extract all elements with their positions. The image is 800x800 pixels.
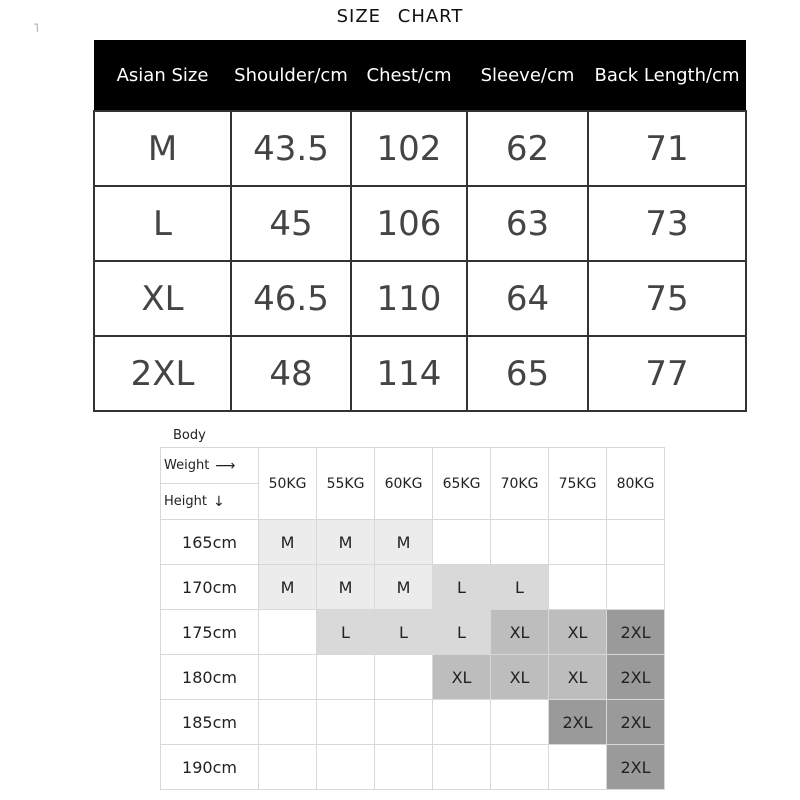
size-recommendation-cell: XL [433,655,491,700]
size-recommendation-cell: 2XL [549,700,607,745]
weight-header: 55KG [317,448,375,520]
size-recommendation-cell [259,655,317,700]
sleeve-cell: 63 [467,186,588,261]
size-recommendation-cell: 2XL [607,700,665,745]
back-length-cell: 77 [588,336,746,411]
table-row [94,336,746,411]
height-label: Height [164,494,207,509]
size-recommendation-cell [317,745,375,790]
arrow-down-icon: ↓ [212,493,225,510]
table-row [94,261,746,336]
size-recommendation-cell: 2XL [607,655,665,700]
weight-label: Weight [164,458,210,473]
header-back-length: Back Length/cm [588,40,746,111]
chest-cell: 102 [351,111,467,186]
size-recommendation-cell [259,610,317,655]
weight-header: 50KG [259,448,317,520]
size-cell: M [94,111,231,186]
size-recommendation-cell: L [433,610,491,655]
size-recommendation-cell [259,700,317,745]
size-recommendation-cell [433,745,491,790]
size-recommendation-cell: XL [549,610,607,655]
sleeve-cell: 62 [467,111,588,186]
size-recommendation-cell: M [259,565,317,610]
size-recommendation-cell: M [375,520,433,565]
body-chart-table [160,447,665,790]
sleeve-cell: 65 [467,336,588,411]
corner-mark: ˥ [33,21,39,35]
body-chart-header-row [161,448,665,520]
size-recommendation-cell: L [433,565,491,610]
table-row [161,610,665,655]
size-recommendation-cell [375,700,433,745]
shoulder-cell: 45 [231,186,351,261]
header-chest: Chest/cm [351,40,467,111]
height-label-cell: 185cm [161,700,259,745]
size-recommendation-cell: M [317,565,375,610]
size-recommendation-cell: XL [549,655,607,700]
table-row [161,745,665,790]
header-asian-size: Asian Size [94,40,231,111]
weight-header: 75KG [549,448,607,520]
size-recommendation-cell: M [259,520,317,565]
table-row [161,520,665,565]
chest-cell: 114 [351,336,467,411]
body-chart-label: Body [173,428,206,443]
size-recommendation-cell: 2XL [607,610,665,655]
size-recommendation-cell [433,520,491,565]
weight-height-corner [161,448,259,520]
size-chart-table [93,40,745,410]
size-recommendation-cell [375,745,433,790]
chest-cell: 110 [351,261,467,336]
size-recommendation-cell [491,520,549,565]
size-recommendation-cell [549,745,607,790]
size-recommendation-cell: 2XL [607,745,665,790]
size-recommendation-cell [491,700,549,745]
height-label-cell: 165cm [161,520,259,565]
header-sleeve: Sleeve/cm [467,40,588,111]
back-length-cell: 73 [588,186,746,261]
size-recommendation-cell: M [317,520,375,565]
table-row [161,655,665,700]
header-shoulder: Shoulder/cm [231,40,351,111]
size-recommendation-cell [259,745,317,790]
chest-cell: 106 [351,186,467,261]
height-label-cell: 180cm [161,655,259,700]
size-recommendation-cell [607,565,665,610]
size-cell: XL [94,261,231,336]
shoulder-cell: 46.5 [231,261,351,336]
height-label-cell: 190cm [161,745,259,790]
size-recommendation-cell: L [317,610,375,655]
page-title: SIZE CHART [336,6,464,27]
size-recommendation-cell [317,655,375,700]
weight-header: 65KG [433,448,491,520]
size-cell: L [94,186,231,261]
sleeve-cell: 64 [467,261,588,336]
table-row [94,111,746,186]
table-row [161,565,665,610]
size-recommendation-cell [549,565,607,610]
weight-header: 70KG [491,448,549,520]
back-length-cell: 71 [588,111,746,186]
size-cell: 2XL [94,336,231,411]
size-recommendation-cell: L [375,610,433,655]
height-label-cell: 175cm [161,610,259,655]
size-recommendation-cell: L [491,565,549,610]
size-recommendation-cell [491,745,549,790]
size-recommendation-cell: M [375,565,433,610]
size-recommendation-cell [317,700,375,745]
back-length-cell: 75 [588,261,746,336]
size-recommendation-cell: XL [491,655,549,700]
shoulder-cell: 43.5 [231,111,351,186]
weight-header: 60KG [375,448,433,520]
size-recommendation-cell [433,700,491,745]
size-recommendation-cell [549,520,607,565]
size-chart-header-row [94,40,746,111]
size-recommendation-cell [375,655,433,700]
shoulder-cell: 48 [231,336,351,411]
weight-header: 80KG [607,448,665,520]
arrow-right-icon: ⟶ [215,457,236,474]
size-recommendation-cell: XL [491,610,549,655]
height-label-cell: 170cm [161,565,259,610]
table-row [161,700,665,745]
size-recommendation-cell [607,520,665,565]
table-row [94,186,746,261]
